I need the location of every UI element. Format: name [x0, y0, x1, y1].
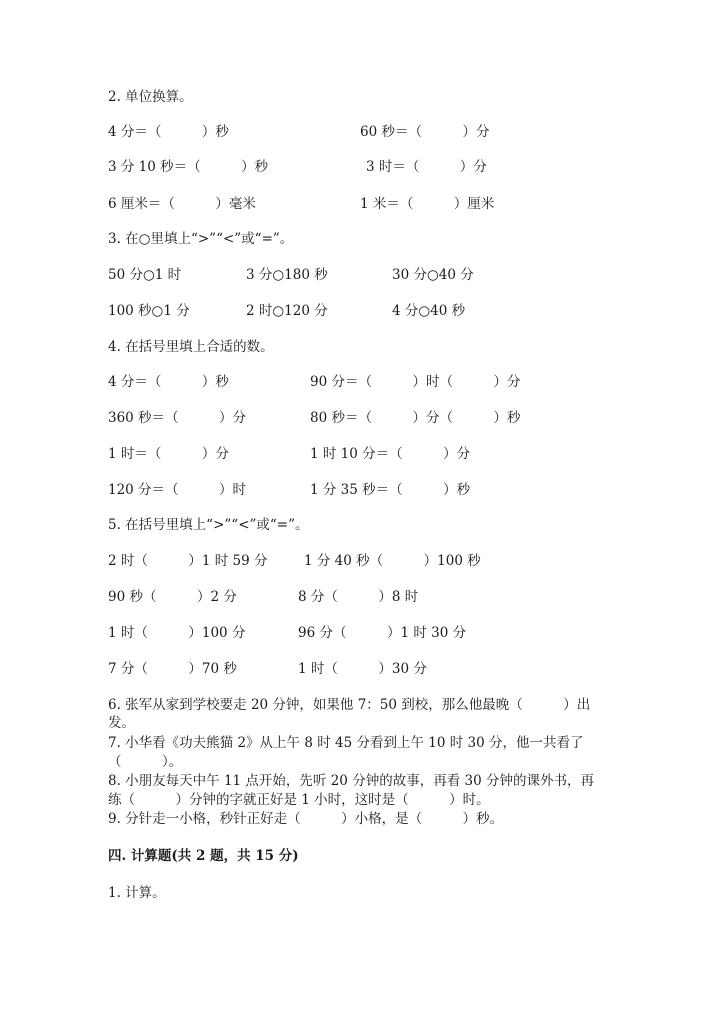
problem-item: 3 时＝（ ）分	[366, 159, 487, 175]
problem-item: 96 分（ ）1 时 30 分	[298, 625, 467, 641]
problem-item: 1 时 10 分＝（ ）分	[310, 446, 471, 462]
problem-item: 1 时（ ）100 分	[108, 625, 246, 641]
problem-item: 90 秒（ ）2 分	[108, 589, 237, 605]
problem-item: 30 分○40 分	[392, 267, 474, 283]
problem-item: 1 米＝（ ）厘米	[360, 196, 495, 212]
section-heading-calculation: 四. 计算题(共 2 题，共 15 分)	[108, 848, 299, 864]
problem-item: 3 分 10 秒＝（ ）秒	[108, 159, 269, 175]
section-heading-compare: 3. 在○里填上“>”“<”或“=”。	[108, 231, 294, 247]
problem-item: 1 时＝（ ）分	[108, 446, 229, 462]
section-heading-unit-conversion: 2. 单位换算。	[108, 89, 193, 105]
question-7-text: 7. 小华看《功夫熊猫 2》从上午 8 时 45 分看到上午 10 时 30 分，他一共看了	[108, 735, 584, 751]
question-7-text-cont: （ ）。	[108, 754, 183, 770]
problem-item: 1 分 40 秒（ ）100 秒	[304, 553, 481, 569]
question-8-text: 8. 小朋友每天中午 11 点开始，先听 20 分钟的故事，再看 30 分钟的课外书，再	[108, 773, 594, 789]
question-6-text-cont: 发。	[108, 715, 135, 731]
section-heading-fill-symbols: 5. 在括号里填上“>”“<”或“=”。	[108, 517, 309, 533]
problem-item: 1 分 35 秒＝（ ）秒	[310, 482, 471, 498]
problem-item: 3 分○180 秒	[246, 267, 328, 283]
problem-item: 2 时（ ）1 时 59 分	[108, 553, 268, 569]
problem-item: 4 分＝（ ）秒	[108, 374, 229, 390]
section-heading-fill-numbers: 4. 在括号里填上合适的数。	[108, 339, 274, 355]
question-6-text: 6. 张军从家到学校要走 20 分钟，如果他 7：50 到校，那么他最晚（ ）出	[108, 697, 591, 713]
problem-item: 7 分（ ）70 秒	[108, 661, 237, 677]
problem-item: 4 分＝（ ）秒	[108, 124, 229, 140]
problem-item: 100 秒○1 分	[108, 303, 190, 319]
problem-item: 2 时○120 分	[246, 303, 328, 319]
problem-item: 6 厘米＝（ ）毫米	[108, 196, 256, 212]
problem-item: 120 分＝（ ）时	[108, 482, 247, 498]
question-8-text-cont: 练（ ）分钟的字就正好是 1 小时，这时是（ ）时。	[108, 792, 490, 808]
problem-item: 90 分＝（ ）时（ ）分	[310, 374, 521, 390]
problem-item: 4 分○40 秒	[392, 303, 466, 319]
problem-item: 1 时（ ）30 分	[298, 661, 427, 677]
question-9-text: 9. 分针走一小格，秒针正好走（ ）小格，是（ ）秒。	[108, 811, 504, 827]
problem-item: 8 分（ ）8 时	[298, 589, 419, 605]
problem-item: 50 分○1 时	[108, 267, 182, 283]
problem-item: 80 秒＝（ ）分（ ）秒	[310, 410, 521, 426]
problem-item: 60 秒＝（ ）分	[360, 124, 490, 140]
problem-item: 360 秒＝（ ）分	[108, 410, 247, 426]
calculation-item-1: 1. 计算。	[108, 885, 166, 901]
